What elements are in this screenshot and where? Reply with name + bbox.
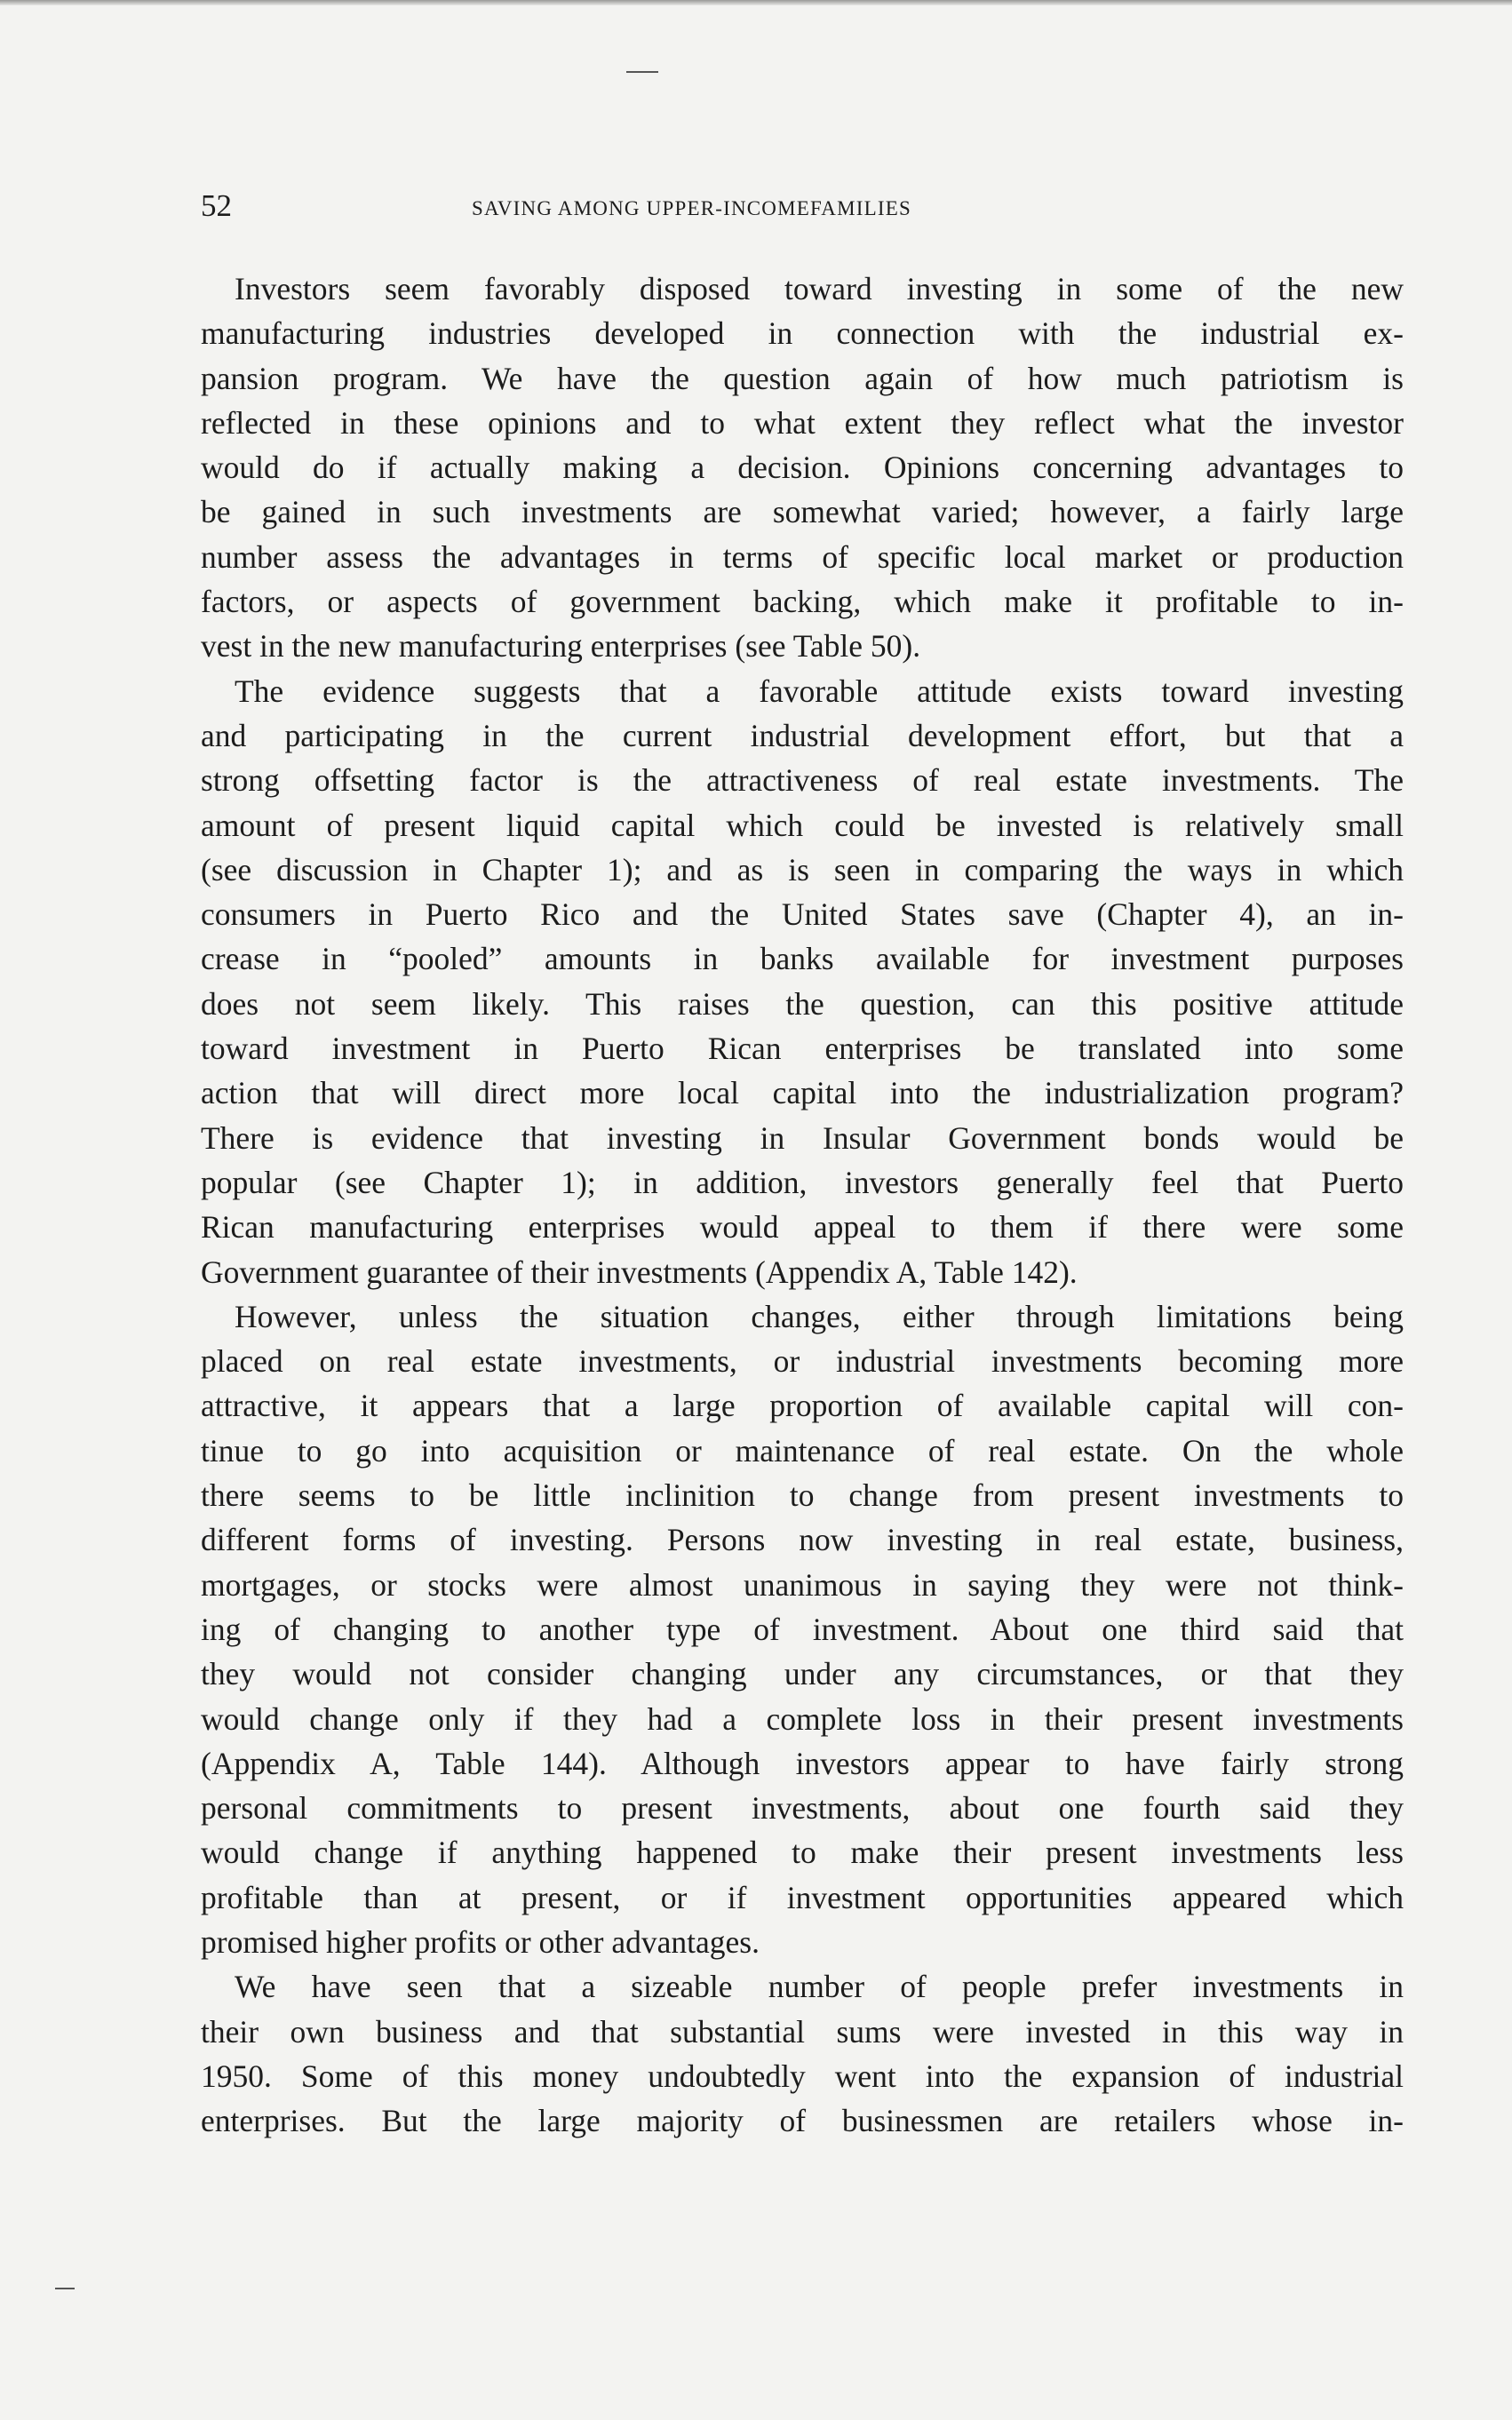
- text-line: placed on real estate investments, or industrial investments becoming more: [201, 1343, 1404, 1380]
- paragraph: [201, 1294, 1404, 1964]
- text-line: number assess the advantages in terms of specific local market or production: [201, 538, 1404, 575]
- text-line: their own business and that substantial sums were invested in this way in: [201, 2013, 1404, 2050]
- paragraph: [201, 669, 1404, 1294]
- body-text: [201, 267, 1404, 2143]
- page-top-edge: [0, 0, 1512, 5]
- text-line: (see discussion in Chapter 1); and as is seen in comparing the ways in which: [201, 851, 1404, 888]
- text-line: The evidence suggests that a favorable attitude exists toward investing: [235, 673, 1404, 709]
- text-line: pansion program. We have the question again of how much patriotism is: [201, 360, 1404, 396]
- text-line: We have seen that a sizeable number of people prefer investments in: [235, 1969, 1404, 2005]
- text-line: Government guarantee of their investments (Appendix A, Table 142).: [201, 1254, 1078, 1290]
- paragraph: [201, 267, 1404, 669]
- text-line: action that will direct more local capital into the industrialization program?: [201, 1075, 1404, 1111]
- text-line: factors, or aspects of government backing, which make it profitable to in-: [201, 584, 1404, 620]
- text-line: would change only if they had a complete loss in their present investments: [201, 1700, 1404, 1737]
- text-line: ing of changing to another type of investment. About one third said that: [201, 1611, 1404, 1647]
- text-line: they would not consider changing under any circumstances, or that they: [201, 1656, 1404, 1692]
- paragraph: [201, 1964, 1404, 2143]
- text-line: mortgages, or stocks were almost unanimous in saying they were not think-: [201, 1566, 1404, 1603]
- text-line: However, unless the situation changes, either through limitations being: [235, 1298, 1404, 1334]
- text-line: attractive, it appears that a large proportion of available capital will con-: [201, 1388, 1404, 1424]
- text-line: 1950. Some of this money undoubtedly went into the expansion of industrial: [201, 2058, 1404, 2094]
- text-line: vest in the new manufacturing enterprises (see Table 50).: [201, 628, 921, 665]
- text-line: There is evidence that investing in Insular Government bonds would be: [201, 1119, 1404, 1156]
- text-line: and participating in the current industrial development effort, but that a: [201, 717, 1404, 753]
- text-line: different forms of investing. Persons now investing in real estate, business,: [201, 1522, 1404, 1558]
- text-line: consumers in Puerto Rico and the United States save (Chapter 4), an in-: [201, 896, 1404, 933]
- scan-mark: [55, 2288, 75, 2289]
- text-line: tinue to go into acquisition or maintenance of real estate. On the whole: [201, 1432, 1404, 1469]
- text-line: strong offsetting factor is the attractiveness of real estate investments. The: [201, 762, 1404, 799]
- text-line: profitable than at present, or if investment opportunities appeared which: [201, 1879, 1404, 1915]
- text-line: Rican manufacturing enterprises would appeal to them if there were some: [201, 1209, 1404, 1246]
- page-number: 52: [201, 188, 232, 223]
- text-line: popular (see Chapter 1); in addition, investors generally feel that Puerto: [201, 1164, 1404, 1200]
- text-line: amount of present liquid capital which could be invested is relatively small: [201, 807, 1404, 843]
- text-line: does not seem likely. This raises the question, can this positive attitude: [201, 985, 1404, 1022]
- text-line: would change if anything happened to make their present investments less: [201, 1835, 1404, 1871]
- text-line: there seems to be little inclinition to change from present investments to: [201, 1477, 1404, 1514]
- text-line: would do if actually making a decision. Opinions concerning advantages to: [201, 450, 1404, 486]
- text-line: reflected in these opinions and to what extent they reflect what the investor: [201, 404, 1404, 441]
- text-line: manufacturing industries developed in connection with the industrial ex-: [201, 315, 1404, 352]
- text-line: enterprises. But the large majority of businessmen are retailers whose in-: [201, 2103, 1404, 2139]
- text-line: (Appendix A, Table 144). Although investors appear to have fairly strong: [201, 1745, 1404, 1781]
- scan-mark: [626, 71, 658, 73]
- text-line: promised higher profits or other advantages.: [201, 1923, 760, 1960]
- running-head: SAVING AMONG UPPER-INCOMEFAMILIES: [472, 197, 911, 219]
- text-line: crease in “pooled” amounts in banks available for investment purposes: [201, 941, 1404, 977]
- text-line: be gained in such investments are somewhat varied; however, a fairly large: [201, 494, 1404, 530]
- text-line: personal commitments to present investments, about one fourth said they: [201, 1790, 1404, 1827]
- text-line: toward investment in Puerto Rican enterprises be translated into some: [201, 1031, 1404, 1067]
- text-line: Investors seem favorably disposed toward investing in some of the new: [235, 271, 1404, 306]
